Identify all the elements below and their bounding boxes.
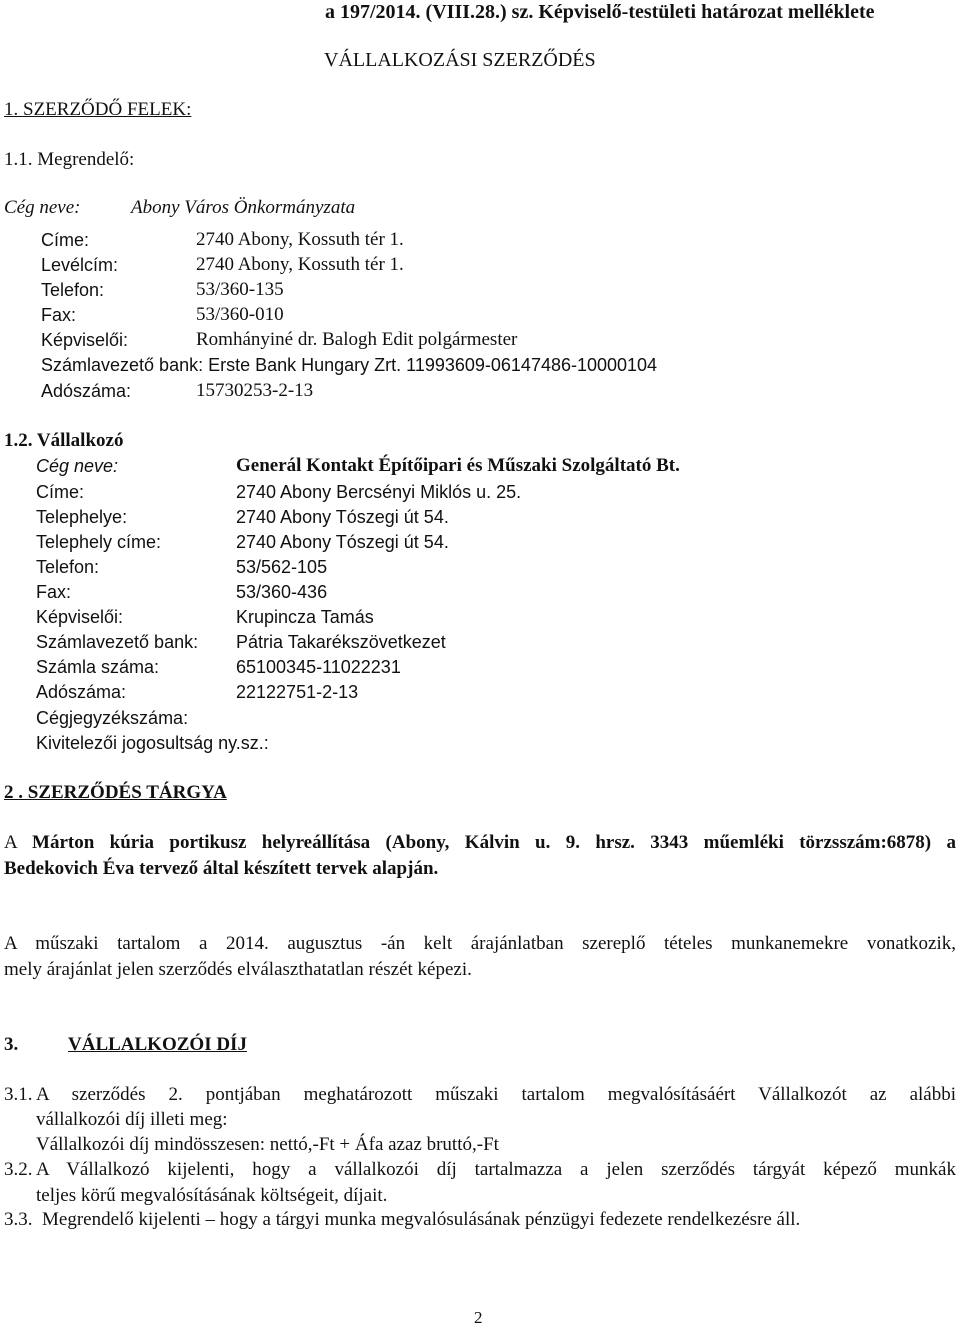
- item-3-1-line-1: A szerződés 2. pontjában meghatározott műszaki tartalom megvalósításáért Vállalkozót az alábbi: [36, 1084, 956, 1105]
- contractor-tax-value: 22122751-2-13: [236, 682, 359, 702]
- contractor-phone-value: 53/562-105: [236, 557, 328, 577]
- section-1-1-heading: 1.1. Megrendelő:: [4, 149, 135, 170]
- contractor-phone-label: Telefon:: [36, 557, 100, 577]
- client-company-value: Abony Város Önkormányzata: [131, 197, 356, 218]
- contractor-address-label: Címe:: [36, 482, 85, 502]
- section-2-heading: 2 . SZERZŐDÉS TÁRGYA: [4, 782, 227, 803]
- client-tax-label: Adószáma:: [41, 381, 132, 401]
- contractor-address-value: 2740 Abony Bercsényi Miklós u. 25.: [236, 482, 522, 502]
- contractor-registry-label: Cégjegyzékszáma:: [36, 708, 189, 728]
- section-3-heading: VÁLLALKOZÓI DÍJ: [68, 1034, 247, 1055]
- item-3-1-text: [36, 1082, 956, 1158]
- contractor-bank-value: Pátria Takarékszövetkezet: [236, 632, 446, 652]
- resolution-reference: a 197/2014. (VIII.28.) sz. Képviselő-testületi határozat melléklete: [325, 1, 875, 23]
- item-3-1-line-2: vállalkozói díj illeti meg:: [36, 1109, 228, 1130]
- subject-paragraph: [4, 830, 956, 882]
- contractor-rep-label: Képviselői:: [36, 607, 124, 627]
- client-address-label: Címe:: [41, 230, 90, 250]
- page-number: 2: [474, 1308, 483, 1327]
- contractor-bank-label: Számlavezető bank:: [36, 632, 199, 652]
- item-3-1-line-3: Vállalkozói díj mindösszesen: nettó,-Ft + Áfa azaz bruttó,-Ft: [36, 1134, 499, 1155]
- contractor-account-label: Számla száma:: [36, 657, 160, 677]
- subject-line-2: Bedekovich Éva tervező által készített tervek alapján.: [4, 858, 439, 879]
- item-3-1-number: 3.1.: [4, 1084, 33, 1105]
- client-phone-label: Telefon:: [41, 280, 105, 300]
- client-mail-value: 2740 Abony, Kossuth tér 1.: [196, 254, 404, 275]
- client-tax-value: 15730253-2-13: [196, 380, 314, 401]
- contractor-site-label: Telephelye:: [36, 507, 128, 527]
- client-address-value: 2740 Abony, Kossuth tér 1.: [196, 229, 404, 250]
- document-title: VÁLLALKOZÁSI SZERZŐDÉS: [324, 49, 596, 71]
- item-3-2-text: [36, 1157, 956, 1209]
- contractor-site-address-label: Telephely címe:: [36, 532, 162, 552]
- client-bank-line: Számlavezető bank: Erste Bank Hungary Zrt. 11993609-06147486-10000104: [41, 355, 658, 375]
- content-paragraph: [4, 931, 956, 983]
- item-3-2-line-2: teljes körű megvalósításának költségeit, díjait.: [36, 1185, 388, 1206]
- section-3-number: 3.: [4, 1034, 19, 1055]
- item-3-3-number: 3.3.: [4, 1209, 33, 1230]
- contractor-account-value: 65100345-11022231: [236, 657, 401, 677]
- section-1-heading: 1. SZERZŐDŐ FELEK:: [4, 99, 192, 120]
- section-1-2-heading: 1.2. Vállalkozó: [4, 430, 124, 451]
- client-fax-value: 53/360-010: [196, 304, 284, 325]
- client-company-label: Cég neve:: [4, 197, 81, 218]
- client-rep-value: Romhányiné dr. Balogh Edit polgármester: [196, 329, 518, 350]
- subject-article: A: [4, 832, 33, 853]
- client-phone-value: 53/360-135: [196, 279, 284, 300]
- client-mail-label: Levélcím:: [41, 255, 119, 275]
- contractor-site-value: 2740 Abony Tószegi út 54.: [236, 507, 449, 527]
- contractor-license-label: Kivitelezői jogosultság ny.sz.:: [36, 733, 269, 753]
- content-line-1: A műszaki tartalom a 2014. augusztus -án kelt árajánlatban szereplő tételes munkanemekre vonatkozik,: [4, 933, 956, 954]
- client-fax-label: Fax:: [41, 305, 77, 325]
- subject-line-1: Márton kúria portikusz helyreállítása (Abony, Kálvin u. 9. hrsz. 3343 műemléki törzsszám:6878) a: [32, 832, 956, 853]
- contractor-site-address-value: 2740 Abony Tószegi út 54.: [236, 532, 449, 552]
- item-3-2-number: 3.2.: [4, 1159, 33, 1180]
- contractor-rep-value: Krupincza Tamás: [236, 607, 374, 627]
- item-3-3-line-1: Megrendelő kijelenti – hogy a tárgyi munka megvalósulásának pénzügyi fedezete rendelkezésre áll.: [42, 1209, 801, 1230]
- item-3-2-line-1: A Vállalkozó kijelenti, hogy a vállalkozói díj tartalmazza a jelen szerződés tárgyát képező munkák: [36, 1159, 956, 1180]
- contractor-company-value: Generál Kontakt Építőipari és Műszaki Szolgáltató Bt.: [236, 455, 680, 476]
- contractor-fax-value: 53/360-436: [236, 582, 328, 602]
- content-line-2: mely árajánlat jelen szerződés elválaszthatatlan részét képezi.: [4, 959, 472, 980]
- contractor-tax-label: Adószáma:: [36, 682, 127, 702]
- contractor-company-label: Cég neve:: [36, 456, 119, 476]
- client-rep-label: Képviselői:: [41, 330, 129, 350]
- contractor-fax-label: Fax:: [36, 582, 72, 602]
